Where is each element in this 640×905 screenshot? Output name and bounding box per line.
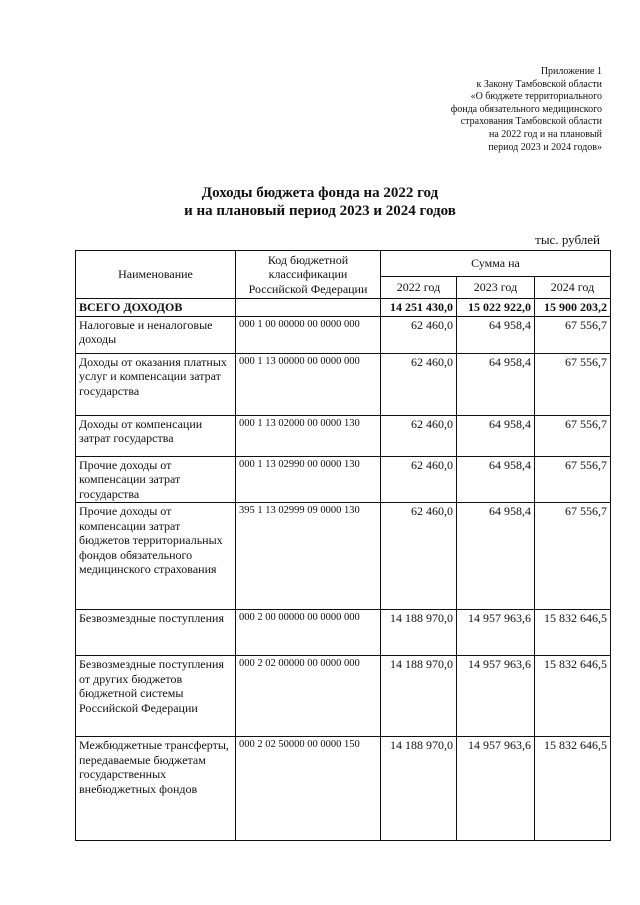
row-value-2022: 14 251 430,0: [381, 299, 457, 317]
appendix-note-line: к Закону Тамбовской области: [476, 78, 602, 90]
row-name: ВСЕГО ДОХОДОВ: [76, 299, 236, 317]
row-name: Безвозмездные поступления от других бюджетов бюджетной системы Российской Федерации: [76, 656, 236, 737]
header-sum: Сумма на: [381, 251, 611, 277]
row-value-2024: 15 900 203,2: [535, 299, 611, 317]
row-name: Налоговые и неналоговые доходы: [76, 316, 236, 353]
row-value-2022: 62 460,0: [381, 503, 457, 610]
appendix-note-line: фонда обязательного медицинского: [450, 103, 602, 115]
row-code: 000 2 02 00000 00 0000 000: [236, 656, 381, 737]
row-value-2023: 14 957 963,6: [457, 656, 535, 737]
header-year-2024: 2024 год: [535, 277, 611, 299]
appendix-note-line: период 2023 и 2024 годов»: [488, 141, 602, 153]
row-value-2022: 14 188 970,0: [381, 610, 457, 656]
table-row-total: [76, 299, 611, 317]
row-name: Доходы от оказания платных услуг и компенсации затрат государства: [76, 353, 236, 415]
table-row: [76, 353, 611, 415]
document-title: [0, 184, 640, 220]
row-value-2023: 14 957 963,6: [457, 737, 535, 841]
row-code: 000 2 00 00000 00 0000 000: [236, 610, 381, 656]
units-label: тыс. рублей: [535, 232, 600, 247]
table-row: [76, 656, 611, 737]
table-row: [76, 456, 611, 503]
row-value-2023: 64 958,4: [457, 353, 535, 415]
row-value-2023: 64 958,4: [457, 456, 535, 503]
row-name: Доходы от компенсации затрат государства: [76, 415, 236, 456]
row-value-2024: 67 556,7: [535, 415, 611, 456]
row-value-2023: 64 958,4: [457, 415, 535, 456]
row-code: 395 1 13 02999 09 0000 130: [236, 503, 381, 610]
row-code: 000 1 00 00000 00 0000 000: [236, 316, 381, 353]
row-value-2024: 15 832 646,5: [535, 610, 611, 656]
row-code: [236, 299, 381, 317]
title-line-2: и на плановый период 2023 и 2024 годов: [184, 203, 456, 219]
appendix-note-line: Приложение 1: [540, 66, 602, 77]
row-value-2023: 64 958,4: [457, 316, 535, 353]
row-value-2022: 14 188 970,0: [381, 737, 457, 841]
row-value-2024: 15 832 646,5: [535, 656, 611, 737]
row-code: 000 1 13 02000 00 0000 130: [236, 415, 381, 456]
row-value-2024: 15 832 646,5: [535, 737, 611, 841]
row-value-2022: 62 460,0: [381, 316, 457, 353]
row-value-2024: 67 556,7: [535, 503, 611, 610]
row-code: 000 1 13 00000 00 0000 000: [236, 353, 381, 415]
table-row: [76, 737, 611, 841]
header-name: Наименование: [76, 251, 236, 299]
row-name: Безвозмездные поступления: [76, 610, 236, 656]
row-code: 000 1 13 02990 00 0000 130: [236, 456, 381, 503]
row-value-2023: 15 022 922,0: [457, 299, 535, 317]
appendix-note-line: «О бюджете территориального: [470, 91, 602, 103]
title-line-1: Доходы бюджета фонда на 2022 год: [201, 185, 439, 201]
table-row: [76, 316, 611, 353]
appendix-note-line: на 2022 год и на плановый: [488, 128, 602, 140]
revenue-table: [75, 250, 611, 841]
row-value-2022: 62 460,0: [381, 353, 457, 415]
table-row: [76, 415, 611, 456]
row-name: Прочие доходы от компенсации затрат бюджетов территориальных фондов обязательного медицинского страхования: [76, 503, 236, 610]
header-year-2023: 2023 год: [457, 277, 535, 299]
row-name: Межбюджетные трансферты, передаваемые бюджетам государственных внебюджетных фондов: [76, 737, 236, 841]
row-value-2023: 64 958,4: [457, 503, 535, 610]
header-year-2022: 2022 год: [381, 277, 457, 299]
row-value-2022: 62 460,0: [381, 415, 457, 456]
row-code: 000 2 02 50000 00 0000 150: [236, 737, 381, 841]
table-row: [76, 503, 611, 610]
header-code: Код бюджетной классификации Российской Федерации: [236, 251, 381, 299]
row-value-2022: 14 188 970,0: [381, 656, 457, 737]
row-value-2023: 14 957 963,6: [457, 610, 535, 656]
row-value-2024: 67 556,7: [535, 316, 611, 353]
row-name: Прочие доходы от компенсации затрат государства: [76, 456, 236, 503]
appendix-note: [362, 66, 602, 154]
row-value-2022: 62 460,0: [381, 456, 457, 503]
row-value-2024: 67 556,7: [535, 456, 611, 503]
row-value-2024: 67 556,7: [535, 353, 611, 415]
appendix-note-line: страхования Тамбовской области: [460, 116, 602, 128]
table-row: [76, 610, 611, 656]
